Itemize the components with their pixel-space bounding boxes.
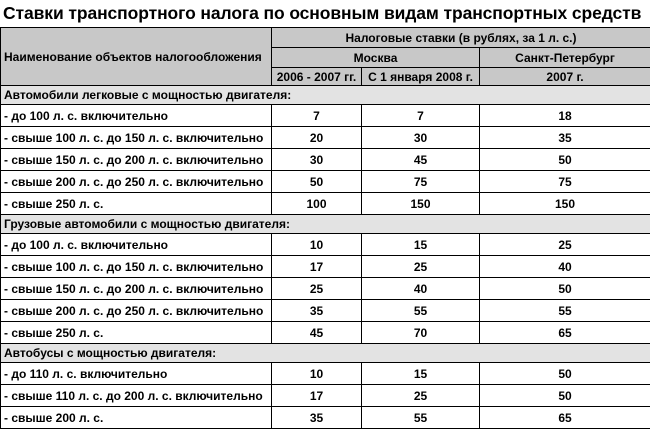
table-row [1,322,650,344]
moscow-2006-2007-rate-cell: 17 [272,256,362,278]
table-row [1,407,650,429]
moscow-2008-rate-cell: 55 [362,407,480,429]
moscow-2006-2007-rate-cell: 7 [272,105,362,127]
moscow-2008-rate-cell: 150 [362,193,480,215]
moscow-2008-rate-cell: 15 [362,363,480,385]
moscow-2006-2007-rate-cell: 10 [272,363,362,385]
moscow-2006-2007-rate-cell: 20 [272,127,362,149]
row-name-cell: - свыше 100 л. с. до 150 л. с. включительно [1,127,272,149]
spb-2007-rate-cell: 65 [480,322,650,344]
moscow-2006-2007-rate-cell: 25 [272,278,362,300]
header-spb: Санкт-Петербург [480,48,650,68]
section-header-row [1,215,650,234]
moscow-2008-rate-cell: 15 [362,234,480,256]
spb-2007-rate-cell: 65 [480,407,650,429]
row-name-cell: - свыше 110 л. с. до 200 л. с. включительно [1,385,272,407]
moscow-2006-2007-rate-cell: 35 [272,407,362,429]
moscow-2006-2007-rate-cell: 45 [272,322,362,344]
page-title: Ставки транспортного налога по основным видам транспортных средств [0,0,650,27]
moscow-2006-2007-rate-cell: 30 [272,149,362,171]
spb-2007-rate-cell: 18 [480,105,650,127]
row-name-cell: - свыше 250 л. с. [1,193,272,215]
spb-2007-rate-cell: 35 [480,127,650,149]
header-spb-period-2007: 2007 г. [480,68,650,86]
spb-2007-rate-cell: 50 [480,278,650,300]
row-name-cell: - до 100 л. с. включительно [1,105,272,127]
row-name-cell: - до 110 л. с. включительно [1,363,272,385]
row-name-cell: - свыше 150 л. с. до 200 л. с. включительно [1,149,272,171]
section-header-row [1,344,650,363]
section-title: Автобусы с мощностью двигателя: [1,344,650,363]
header-object-column: Наименование объектов налогообложения [1,28,272,86]
section-title: Грузовые автомобили с мощностью двигателя: [1,215,650,234]
section-header-row [1,86,650,105]
moscow-2008-rate-cell: 25 [362,256,480,278]
header-moscow-period-2008: С 1 января 2008 г. [362,68,480,86]
table-row [1,234,650,256]
spb-2007-rate-cell: 75 [480,171,650,193]
moscow-2008-rate-cell: 30 [362,127,480,149]
row-name-cell: - свыше 200 л. с. до 250 л. с. включительно [1,300,272,322]
table-row [1,278,650,300]
row-name-cell: - свыше 200 л. с. до 250 л. с. включительно [1,171,272,193]
table-row [1,171,650,193]
moscow-2006-2007-rate-cell: 100 [272,193,362,215]
moscow-2008-rate-cell: 70 [362,322,480,344]
spb-2007-rate-cell: 25 [480,234,650,256]
table-body [1,86,650,429]
table-row [1,385,650,407]
moscow-2008-rate-cell: 25 [362,385,480,407]
table-row [1,300,650,322]
moscow-2006-2007-rate-cell: 17 [272,385,362,407]
row-name-cell: - до 100 л. с. включительно [1,234,272,256]
moscow-2008-rate-cell: 55 [362,300,480,322]
table-row [1,105,650,127]
row-name-cell: - свыше 250 л. с. [1,322,272,344]
spb-2007-rate-cell: 55 [480,300,650,322]
row-name-cell: - свыше 200 л. с. [1,407,272,429]
spb-2007-rate-cell: 50 [480,149,650,171]
moscow-2008-rate-cell: 45 [362,149,480,171]
moscow-2008-rate-cell: 40 [362,278,480,300]
moscow-2006-2007-rate-cell: 35 [272,300,362,322]
row-name-cell: - свыше 150 л. с. до 200 л. с. включительно [1,278,272,300]
table-row [1,149,650,171]
tax-rates-table [0,27,650,429]
moscow-2008-rate-cell: 7 [362,105,480,127]
table-row [1,127,650,149]
table-row [1,363,650,385]
row-name-cell: - свыше 100 л. с. до 150 л. с. включительно [1,256,272,278]
table-row [1,256,650,278]
moscow-2008-rate-cell: 75 [362,171,480,193]
spb-2007-rate-cell: 150 [480,193,650,215]
spb-2007-rate-cell: 50 [480,363,650,385]
table-row [1,193,650,215]
moscow-2006-2007-rate-cell: 50 [272,171,362,193]
header-moscow: Москва [272,48,480,68]
moscow-2006-2007-rate-cell: 10 [272,234,362,256]
header-rates-group: Налоговые ставки (в рублях, за 1 л. с.) [272,28,650,48]
spb-2007-rate-cell: 50 [480,385,650,407]
spb-2007-rate-cell: 40 [480,256,650,278]
section-title: Автомобили легковые с мощностью двигателя: [1,86,650,105]
header-moscow-period-2006-2007: 2006 - 2007 гг. [272,68,362,86]
